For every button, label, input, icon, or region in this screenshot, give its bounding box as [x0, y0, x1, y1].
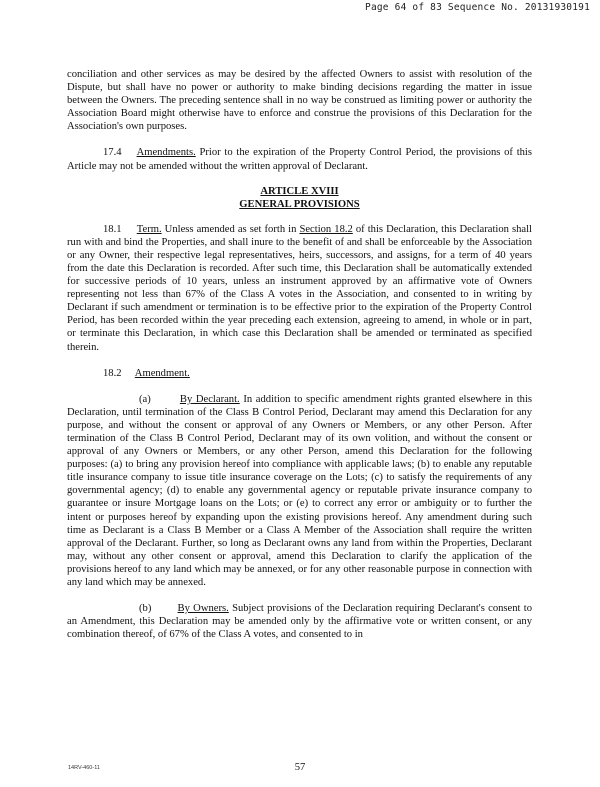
- document-code: 14RV-460-11: [68, 765, 100, 771]
- section-17-4-text: Prior to the expiration of the Property Control Period, the provisions of this Article may not be amended without the written approval of Declarant.: [67, 147, 532, 172]
- section-18-2-title: Amendment.: [134, 367, 190, 379]
- page-number: 57: [294, 762, 306, 773]
- article-heading: [67, 185, 532, 211]
- subsection-b-by-owners: [67, 602, 532, 641]
- subsection-a-title: By Declarant.: [179, 393, 240, 405]
- document-body: [67, 68, 532, 641]
- section-17-4: [67, 146, 532, 172]
- section-18-1-text-a: Unless amended as set forth in: [161, 223, 300, 235]
- section-18-2-number: 18.2: [103, 367, 122, 379]
- section-18-1-text-b: of this Declaration, this Declaration shall run with and bind the Properties, and shall inure to the benefit of and shall be enforceable by the Association or any Owner, their respective legal representatives, heirs, successors, and assigns, for a term of 40 years from the date this Declaration is recorded. After such time, this Declaration shall be automatically extended for successive periods of 10 years, unless an instrument approved by an affirmative vote of Owners representing not less than 67% of the Class A votes in the Association, and consented to in writing by Declarant if such amendment or termination is to be effective prior to the expiration of the Property Control Period, has been recorded within the year preceding each extension, agreeing to amend, in whole or in part, or terminate this Declaration, in which case this Declaration shall be amended or terminated as specified therein.: [67, 223, 532, 353]
- subsection-a-label: (a): [139, 393, 151, 405]
- section-17-4-title: Amendments.: [136, 147, 196, 159]
- section-18-1-number: 18.1: [103, 223, 122, 235]
- article-number: ARTICLE XVIII: [260, 185, 339, 197]
- subsection-a-by-declarant: [67, 393, 532, 589]
- section-18-2-heading: [67, 367, 532, 380]
- subsection-b-label: (b): [139, 603, 152, 615]
- subsection-b-text: Subject provisions of the Declaration requiring Declarant's consent to an Amendment, this Declaration may be amended only by the affirmative vote or written consent, or any combination thereof, of 67% of the Class A votes, and consented to in: [67, 603, 532, 641]
- section-17-4-number: 17.4: [103, 147, 122, 159]
- paragraph-dispute-continuation: conciliation and other services as may be desired by the affected Owners to assist with resolution of the Dispute, but shall have no power or authority to make binding decisions regarding the matter in issue between the Owners. The preceding sentence shall in no way be construed as limiting power or authority the Association Board might otherwise have to enforce and construe the provisions of this Declaration for the Association's own purposes.: [67, 69, 532, 133]
- section-18-2-reference: Section 18.2: [299, 223, 353, 235]
- page-sequence-header: Page 64 of 83 Sequence No. 20131930191: [365, 2, 590, 13]
- subsection-b-title: By Owners.: [177, 603, 229, 615]
- article-title: GENERAL PROVISIONS: [239, 198, 360, 210]
- section-18-1-title: Term.: [136, 223, 162, 235]
- section-18-1: [67, 223, 532, 354]
- subsection-a-text: In addition to specific amendment rights granted elsewhere in this Declaration, until termination of the Class B Control Period, Declarant may amend this Declaration for any purpose, and without the consent or approval of any Owners or Members, or any other Person. After termination of the Class B Control Period, Declarant may of its own volition, and without the consent or approval of any Owners or Members, or any other Person, amend this Declaration for the following purposes: (a) to bring any provision hereof into compliance with applicable laws; (b) to enable any reputable title insurance company to issue title insurance coverage on the Lots; (c) to satisfy the requirements of any governmental agency; (d) to enable any governmental agency or reputable private insurance company to guarantee or insure Mortgage loans on the Lots; or (e) to correct any error or ambiguity or to further the intent or purposes hereof by expanding upon the existing provisions hereof. Any amendment during such time as Declarant is a Class B Member or a Class A Member of the Association shall require the written approval of the Declarant. Further, so long as Declarant owns any land from within the Properties, Declarant may, without any other consent or approval, amend this Declaration to clarify the application of the provisions hereof to any land which may be annexed, or for any other reasonable purpose in connection with any land which may be annexed.: [67, 393, 533, 588]
